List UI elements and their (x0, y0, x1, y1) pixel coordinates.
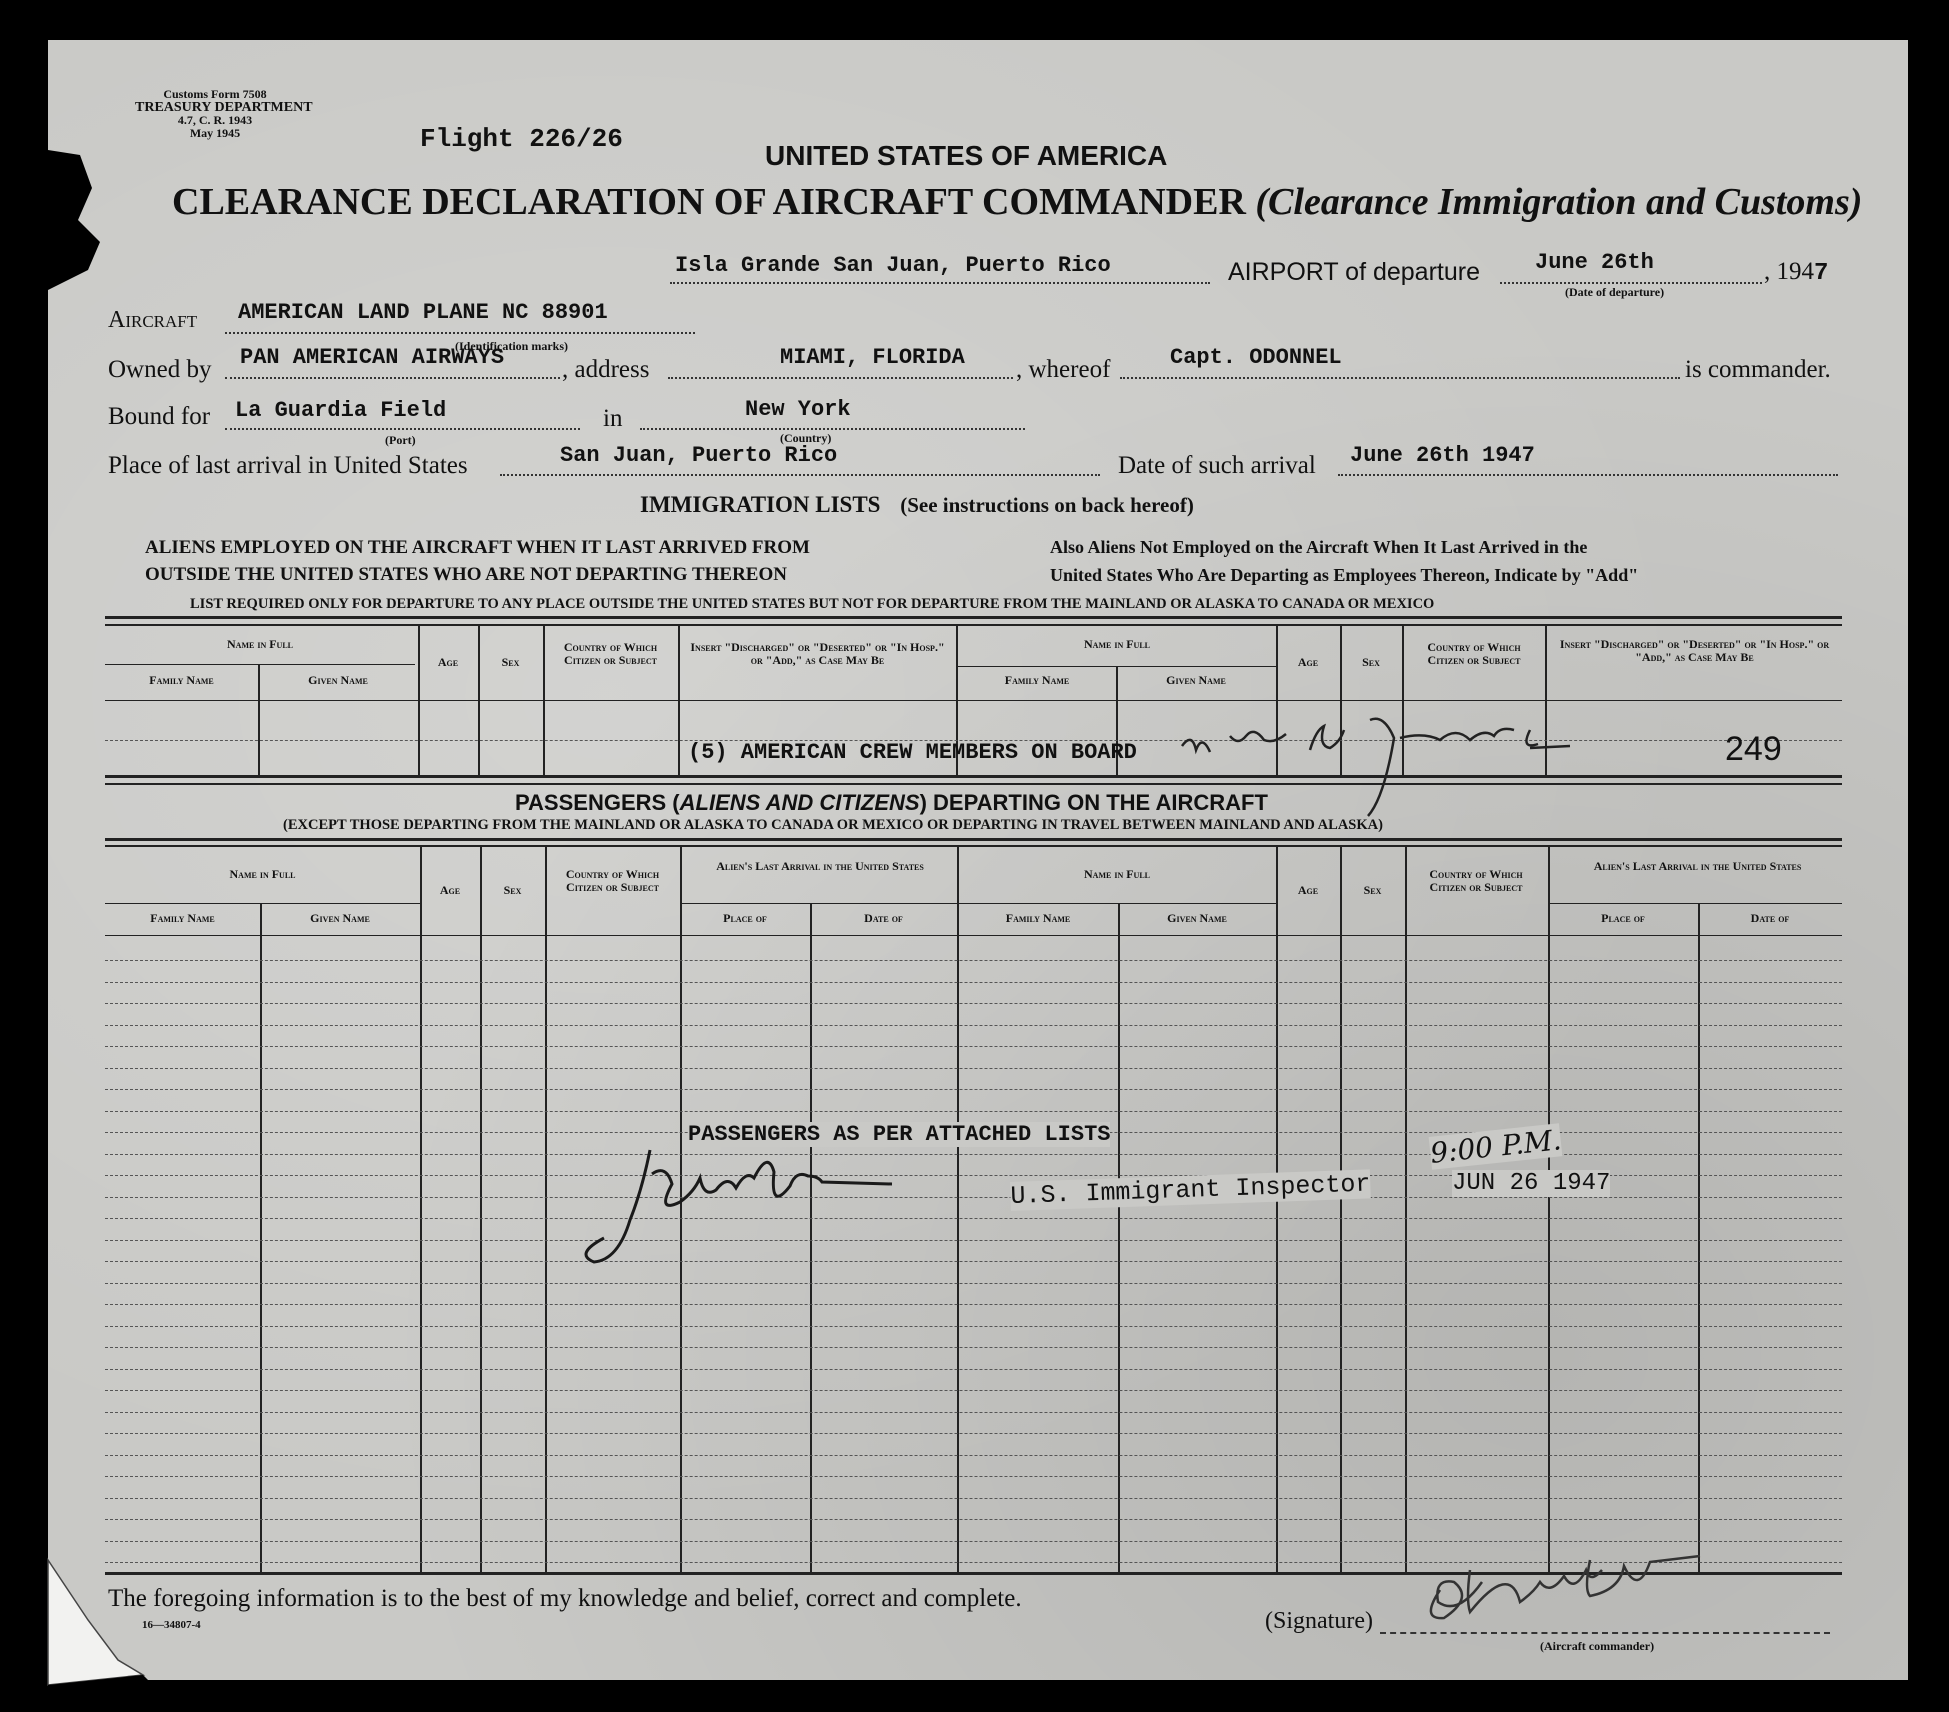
flight-number: Flight 226/26 (420, 124, 623, 154)
immigration-title: IMMIGRATION LISTS (640, 492, 881, 517)
pax-place-header-right: Place of (1601, 911, 1645, 925)
pax-arrival-header-left: Alien's Last Arrival in the United States (716, 859, 924, 873)
pax-given-header-right: Given Name (1167, 911, 1227, 925)
in-label: in (603, 405, 623, 432)
aliens-right-line1: Also Aliens Not Employed on the Aircraft When It Last Arrived in the (1050, 537, 1588, 557)
ruled-row (105, 1476, 1842, 1477)
ruled-row (105, 1412, 1842, 1413)
pax-sex-header-left: Sex (503, 883, 522, 897)
ruled-row (105, 1154, 1842, 1155)
pax-place-header-left: Place of (723, 911, 767, 925)
commander-signature (1400, 1550, 1720, 1630)
address-value: MIAMI, FLORIDA (780, 345, 965, 370)
form-print-number: 16—34807-4 (142, 1619, 201, 1631)
pax-sex-header-right: Sex (1363, 883, 1382, 897)
arrival-date-value: June 26th 1947 (1350, 443, 1535, 468)
ruled-row (105, 1003, 1842, 1004)
inspector-signature (590, 1140, 950, 1270)
crew-family-header-left: Family Name (149, 673, 214, 687)
regulation: 4.7, C. R. 1943 (177, 113, 253, 127)
crew-handwriting (1170, 700, 1870, 820)
ruled-row (105, 1025, 1842, 1026)
country-caption: (Country) (780, 431, 832, 445)
list-required-note: LIST REQUIRED ONLY FOR DEPARTURE TO ANY PLACE OUTSIDE THE UNITED STATES BUT NOT FOR DEPARTURE FROM THE MAINLAND OR ALASKA TO CANADA OR MEXICO (190, 596, 1435, 612)
ruled-row (105, 1326, 1842, 1327)
passengers-title-c: ) DEPARTING ON THE AIRCRAFT (919, 790, 1268, 815)
aliens-right-line2: United States Who Are Departing as Employees Thereon, Indicate by "Add" (1050, 565, 1639, 585)
ruled-row (105, 1304, 1842, 1305)
pax-family-header-right: Family Name (1005, 911, 1071, 925)
airport-value: Isla Grande San Juan, Puerto Rico (675, 253, 1111, 278)
airport-label: AIRPORT of departure (1228, 258, 1480, 286)
aircraft-value: AMERICAN LAND PLANE NC 88901 (238, 300, 608, 325)
pax-family-header-left: Family Name (150, 911, 215, 925)
ruled-row (105, 1261, 1842, 1262)
last-arrival-label: Place of last arrival in United States (108, 452, 468, 479)
departure-year: , 1947 (1764, 258, 1829, 287)
aliens-left-line1: ALIENS EMPLOYED ON THE AIRCRAFT WHEN IT LAST ARRIVED FROM (145, 537, 810, 558)
pax-country-header-left: Country of Which Citizen or Subject (565, 867, 660, 894)
address-label: , address (562, 356, 650, 383)
pax-age-header-right: Age (1297, 883, 1319, 897)
pax-age-header-left: Age (439, 883, 461, 897)
inspector-stamp-date: JUN 26 1947 (1452, 1170, 1611, 1197)
country-value: New York (745, 397, 851, 422)
port-caption: (Port) (385, 433, 416, 447)
country-heading: UNITED STATES OF AMERICA (765, 140, 1168, 171)
owner-label: Owned by (108, 356, 212, 383)
form-title-paren: (Clearance Immigration and Customs) (1255, 181, 1863, 223)
pax-given-header-left: Given Name (310, 911, 370, 925)
ruled-row (105, 1218, 1842, 1219)
ruled-row (105, 1068, 1842, 1069)
ruled-row (105, 982, 1842, 983)
owner-value: PAN AMERICAN AIRWAYS (240, 345, 505, 370)
form-title: CLEARANCE DECLARATION OF AIRCRAFT COMMANDER (172, 181, 1246, 223)
ruled-row (105, 1089, 1842, 1090)
last-arrival-place: San Juan, Puerto Rico (560, 443, 838, 468)
ruled-row (105, 1455, 1842, 1456)
form-number: Customs Form 7508 (163, 87, 267, 101)
ruled-row (105, 1046, 1842, 1047)
ruled-row (105, 1433, 1842, 1434)
form-date: May 1945 (189, 126, 241, 140)
crew-family-header-right: Family Name (1004, 673, 1070, 687)
crew-country-header-right: Country of Which Citizen or Subject (1427, 640, 1521, 667)
pax-arrival-header-right: Alien's Last Arrival in the United States (1593, 859, 1802, 873)
inspector-title: U.S. Immigrant Inspector (1010, 1169, 1371, 1211)
pax-date-header-left: Date of (864, 911, 903, 925)
crew-country-header-left: Country of Which Citizen or Subject (563, 640, 658, 667)
ruled-row (105, 1347, 1842, 1348)
ruled-row (105, 1369, 1842, 1370)
crew-age-header-left: Age (437, 655, 459, 669)
ruled-row (105, 1111, 1842, 1112)
aircraft-caption: (Identification marks) (455, 339, 568, 353)
crew-insert-header-left: Insert "Discharged" or "Deserted" or "In Hosp." or "Add," as Case May Be (690, 640, 945, 667)
ruled-row (105, 960, 1842, 961)
bound-label: Bound for (108, 403, 211, 430)
immigration-instructions: (See instructions on back hereof) (900, 493, 1194, 517)
ruled-row (105, 1283, 1842, 1284)
clearance-time: 9:00 P.M. (1428, 1123, 1563, 1170)
ruled-row (105, 1541, 1842, 1542)
department: TREASURY DEPARTMENT (135, 100, 313, 115)
port-value: La Guardia Field (235, 398, 447, 423)
crew-given-header-left: Given Name (308, 673, 368, 687)
crew-sex-header-left: Sex (501, 655, 520, 669)
ruled-row (105, 1498, 1842, 1499)
crew-name-header-right: Name in Full (1084, 637, 1150, 651)
departure-date: June 26th (1535, 250, 1654, 275)
pax-name-header-right: Name in Full (1084, 867, 1150, 881)
crew-insert-header-right: Insert "Discharged" or "Deserted" or "In Hosp." or "Add," as Case May Be (1559, 637, 1830, 664)
signature-label: (Signature) (1265, 1608, 1373, 1634)
pax-country-header-right: Country of Which Citizen or Subject (1429, 867, 1523, 894)
commander-value: Capt. ODONNEL (1170, 345, 1342, 370)
aircraft-label: Aircraft (108, 307, 198, 333)
crew-count: 249 (1725, 730, 1782, 768)
commander-label: is commander. (1685, 356, 1831, 383)
torn-corner-top (48, 150, 128, 300)
pax-date-header-right: Date of (1750, 911, 1790, 925)
signature-caption: (Aircraft commander) (1540, 1639, 1655, 1653)
whereof-label: , whereof (1016, 356, 1111, 383)
departure-date-caption: (Date of departure) (1565, 285, 1665, 299)
ruled-row (105, 1519, 1842, 1520)
passengers-subtitle: (EXCEPT THOSE DEPARTING FROM THE MAINLAND OR ALASKA TO CANADA OR MEXICO OR DEPARTING IN TRAVEL BETWEEN MAINLAND AND ALASKA) (283, 817, 1383, 833)
crew-name-header-left: Name in Full (227, 637, 293, 651)
passengers-title-b: ALIENS AND CITIZENS (679, 790, 920, 815)
passengers-entry: PASSENGERS AS PER ATTACHED LISTS (688, 1122, 1111, 1147)
crew-age-header-right: Age (1297, 655, 1319, 669)
crew-sex-header-right: Sex (1362, 655, 1380, 669)
ruled-row (105, 1390, 1842, 1391)
ruled-row (105, 1240, 1842, 1241)
crew-given-header-right: Given Name (1166, 673, 1226, 687)
declaration-text: The foregoing information is to the best of my knowledge and belief, correct and complete. (108, 1585, 1022, 1612)
arrival-date-label: Date of such arrival (1118, 452, 1316, 479)
passengers-title-a: PASSENGERS ( (515, 790, 680, 815)
crew-entry: (5) AMERICAN CREW MEMBERS ON BOARD (688, 740, 1137, 765)
aliens-left-line2: OUTSIDE THE UNITED STATES WHO ARE NOT DEPARTING THEREON (145, 564, 787, 585)
pax-name-header-left: Name in Full (229, 867, 296, 881)
